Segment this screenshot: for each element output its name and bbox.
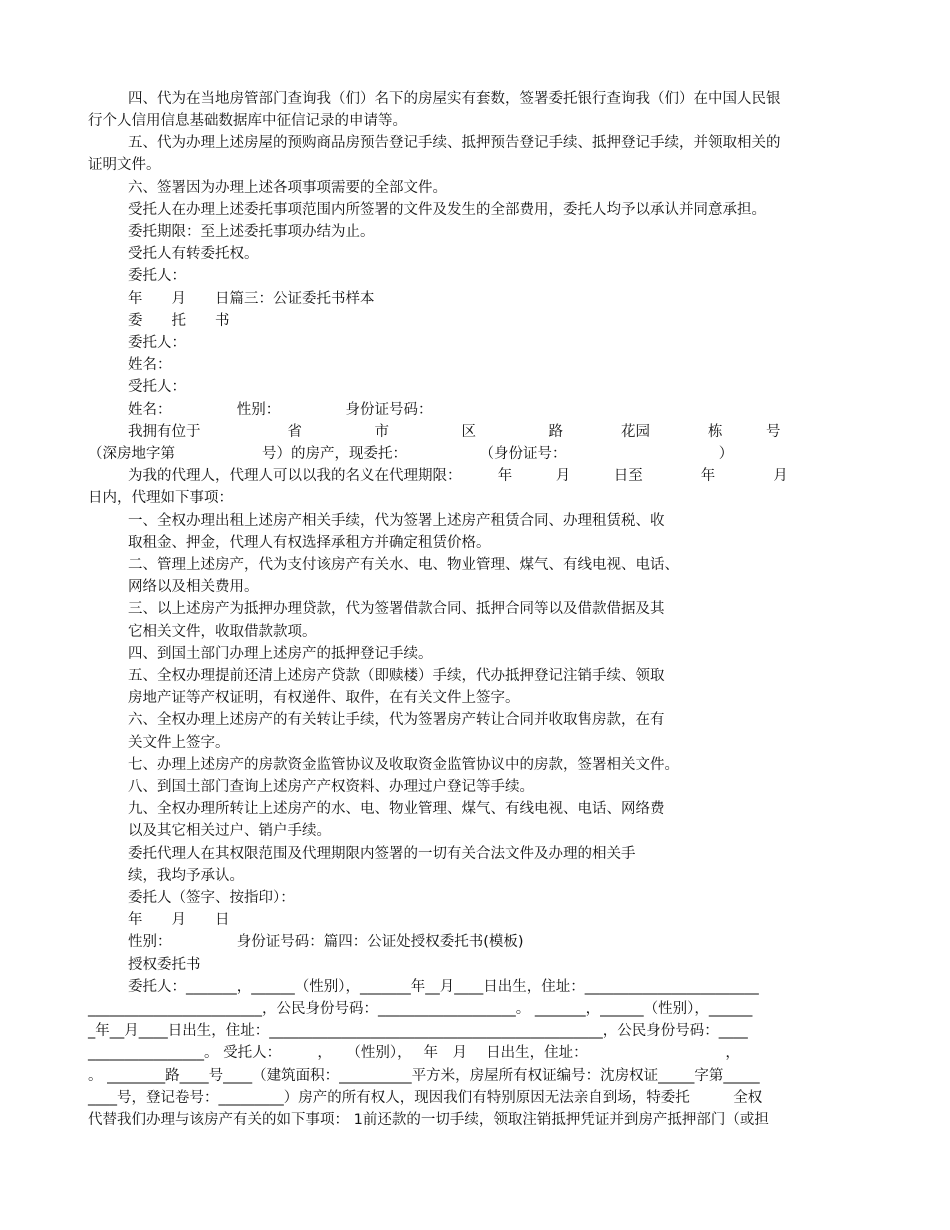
doc-line: 委托人：_______，______（性别），_______年__月____日出生，住址：________________________ <box>128 979 759 995</box>
doc-line: 委托人： <box>128 335 186 351</box>
doc-line: 一、全权办理出租上述房产相关手续，代为签署上述房产租赁合同、办理租赁税、收 <box>128 513 665 529</box>
doc-line: 关文件上签字。 <box>128 735 230 751</box>
doc-line: 网络以及相关费用。 <box>128 579 259 595</box>
doc-line: 五、全权办理提前还清上述房产贷款（即赎楼）手续，代办抵押登记注销手续、领取 <box>128 668 665 684</box>
doc-line: 性别： 身份证号码：篇四：公证处授权委托书(模板) <box>128 934 524 950</box>
doc-line: 九、全权办理所转让上述房产的水、电、物业管理、煤气、有线电视、电话、网络费 <box>128 801 665 817</box>
doc-line: 证明文件。 <box>88 157 161 173</box>
doc-line: ________________________，公民身份号码：___________________。 _______，______（性别），______ <box>88 1001 753 1017</box>
doc-line: 八、到国土部门查询上述房产产权资料、办理过户登记等手续。 <box>128 779 534 795</box>
doc-line: 续，我均予承认。 <box>128 868 244 884</box>
doc-line: ____号，登记卷号：_________）房产的所有权人，现因我们有特别原因无法亲自到场，特委托 全权 <box>88 1090 763 1106</box>
doc-line: 五、代为办理上述房屋的预购商品房预告登记手续、抵押预告登记手续、抵押登记手续，并领取相关的 <box>128 135 781 151</box>
doc-line: 为我的代理人，代理人可以以我的名义在代理期限： 年 月 日至 年 月 <box>128 468 788 484</box>
doc-line: 以及其它相关过户、销户手续。 <box>128 823 331 839</box>
doc-line: 代替我们办理与该房产有关的如下事项： 1前还款的一切手续，领取注销抵押凭证并到房产抵押部门（或担 <box>88 1112 769 1128</box>
doc-line: 委托人（签字、按指印）： <box>128 890 295 906</box>
doc-line: 我拥有位于 省 市 区 路 花园 栋 号 <box>128 424 781 440</box>
doc-line: 受托人有转委托权。 <box>128 246 259 262</box>
doc-line: 委托代理人在其权限范围及代理期限内签署的一切有关合法文件及办理的相关手 <box>128 846 636 862</box>
doc-line: 三、以上述房产为抵押办理贷款，代为签署借款合同、抵押合同等以及借款借据及其 <box>128 601 665 617</box>
doc-line: 委托期限：至上述委托事项办结为止。 <box>128 224 375 240</box>
doc-line: 取租金、押金，代理人有权选择承租方并确定租赁价格。 <box>128 535 491 551</box>
doc-line: 四、到国土部门办理上述房产的抵押登记手续。 <box>128 646 433 662</box>
doc-line: 姓名： 性别： 身份证号码： <box>128 402 433 418</box>
doc-line: 它相关文件，收取借款款项。 <box>128 624 317 640</box>
doc-line: 四、代为在当地房管部门查询我（们）名下的房屋实有套数，签署委托银行查询我（们）在中国人民银 <box>128 91 781 107</box>
doc-line: 受托人在办理上述委托事项范围内所签署的文件及发生的全部费用，委托人均予以承认并同意承担。 <box>128 202 766 218</box>
doc-heading: 委 托 书 <box>128 313 230 329</box>
doc-line: ________________。 受托人： ， （性别）， 年 月 日出生，住址： ， <box>88 1045 740 1061</box>
doc-line: 年 月 日篇三：公证委托书样本 <box>128 291 375 307</box>
doc-line: 六、全权办理上述房产的有关转让手续，代为签署房产转让合同并收取售房款，在有 <box>128 712 665 728</box>
doc-line: 年 月 日 <box>128 912 230 928</box>
doc-line: 委托人： <box>128 268 186 284</box>
doc-line: 日内，代理如下事项： <box>88 490 233 506</box>
doc-line: 房地产证等产权证明，有权递件、取件，在有关文件上签字。 <box>128 690 520 706</box>
doc-line: 行个人信用信息基础数据库中征信记录的申请等。 <box>88 113 407 129</box>
doc-line: 受托人： <box>128 379 186 395</box>
doc-line: 姓名： <box>128 357 172 373</box>
doc-line: 。 ________路____号____（建筑面积：__________平方米，房屋所有权证编号：沈房权证_____字第_____ <box>88 1068 760 1084</box>
doc-line: _年__月____日出生，住址：______________________________________________，公民身份号码：____ <box>88 1023 748 1039</box>
doc-line: 七、办理上述房产的房款资金监管协议及收取资金监管协议中的房款，签署相关文件。 <box>128 757 679 773</box>
doc-line: （深房地字第 号）的房产，现委托： （身份证号： ） <box>88 446 734 462</box>
doc-line: 六、签署因为办理上述各项事项需要的全部文件。 <box>128 180 447 196</box>
doc-heading: 授权委托书 <box>128 957 201 973</box>
doc-line: 二、管理上述房产，代为支付该房产有关水、电、物业管理、煤气、有线电视、电话、 <box>128 557 679 573</box>
